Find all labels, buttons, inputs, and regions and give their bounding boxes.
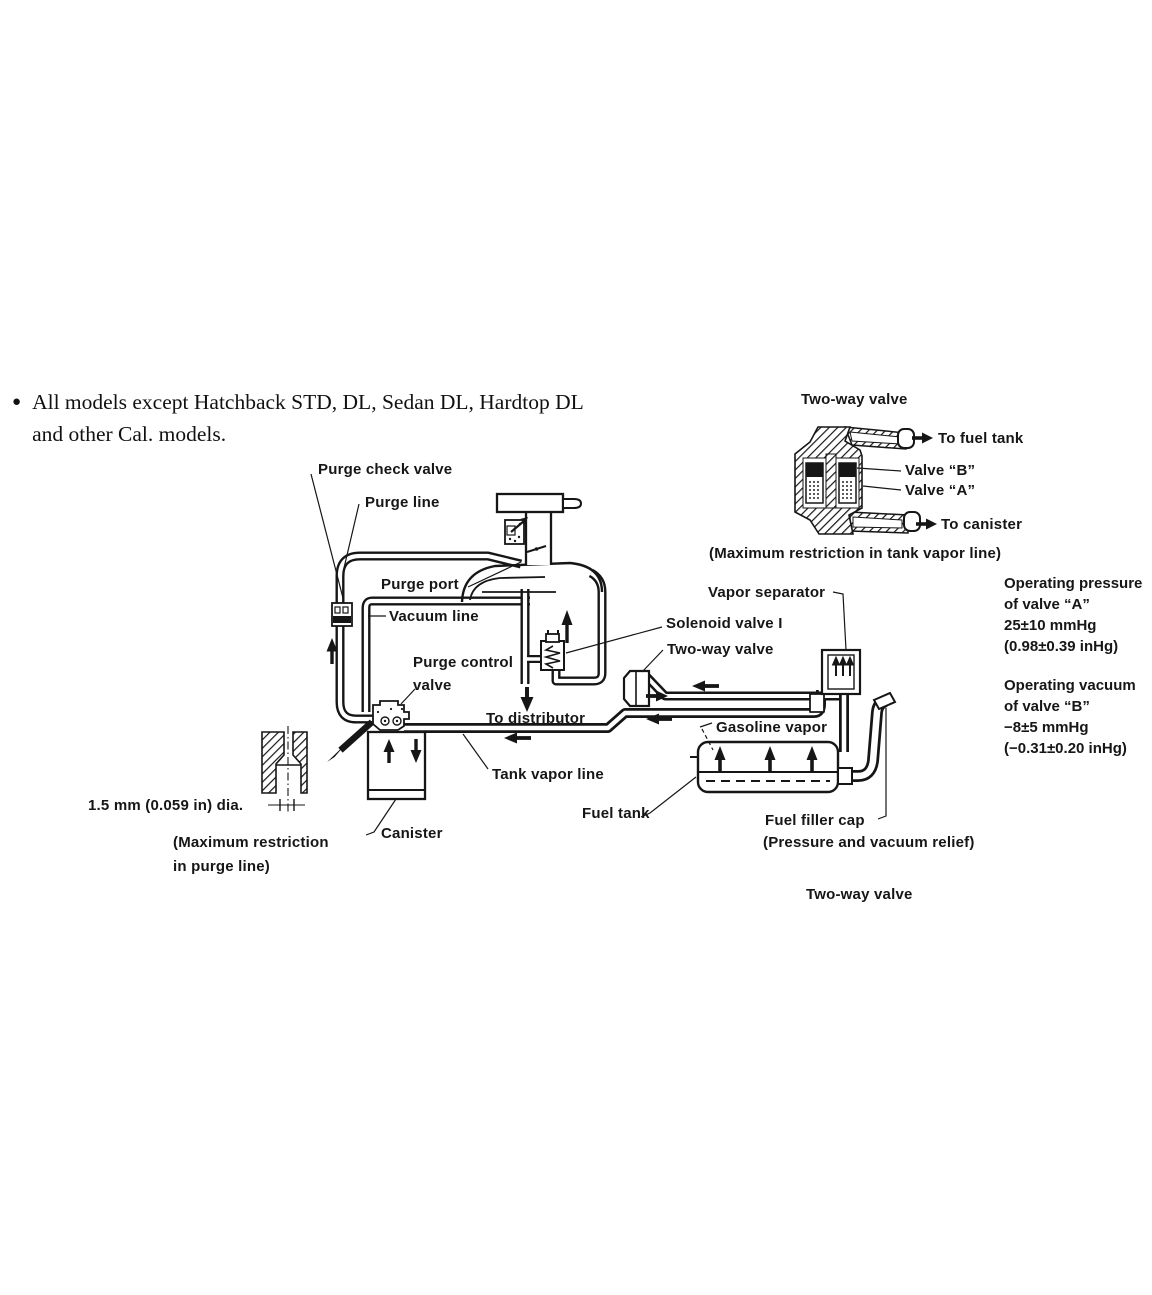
leader-solenoid-valve [566,627,662,653]
label-purge-line: Purge line [365,494,440,511]
model-note-text: All models except Hatchback STD, DL, Sedan DL, Hardtop DL and other Cal. models. [32,390,584,446]
spec-operating-pressure: Operating pressure of valve “A” 25±10 mmHg (0.98±0.39 inHg) [1004,575,1143,655]
purge-check-valve-icon [332,603,352,626]
label-max-restriction-purge-1: (Maximum restriction [173,834,329,851]
leader-tank-vapor-line [463,734,488,769]
label-restriction-dia: 1.5 mm (0.059 in) dia. [88,797,244,814]
label-valve-b: Valve “B” [905,462,976,479]
two-way-valve-inline-icon [624,671,649,706]
spec-operating-vacuum: Operating vacuum of valve “B” −8±5 mmHg (−0.31±0.20 inHg) [1004,677,1136,757]
label-purge-check-valve: Purge check valve [318,461,453,478]
carburetor [462,494,602,602]
label-to-distributor: To distributor [486,710,586,727]
label-canister: Canister [381,825,443,842]
carb-check-valve-icon [505,517,528,544]
label-valve-a: Valve “A” [905,482,976,499]
label-pressure-vacuum-relief: (Pressure and vacuum relief) [763,834,975,851]
label-fuel-filler-cap: Fuel filler cap [765,812,865,829]
leader-valve-b [857,468,901,471]
purge-control-valve-icon [373,701,409,730]
label-vapor-separator: Vapor separator [708,584,826,601]
two-way-valve-cross-section [795,427,937,534]
label-max-restriction-tank: (Maximum restriction in tank vapor line) [709,545,1002,562]
label-purge-control-2: valve [413,677,452,694]
model-note [12,386,652,450]
label-vacuum-line: Vacuum line [389,608,479,625]
label-solenoid-valve: Solenoid valve I [666,615,783,632]
label-two-way-valve-title: Two-way valve [801,391,908,408]
label-two-way-valve-bottom: Two-way valve [806,886,913,903]
filler-pipe [851,701,886,776]
air-horn-icon [497,494,563,512]
solenoid-valve-icon [541,630,564,670]
label-fuel-tank: Fuel tank [582,805,650,822]
filler-neck-flange-icon [874,693,895,709]
leader-two-way-valve-mid [642,650,663,672]
leader-valve-a [863,486,901,490]
canister-icon [368,732,425,799]
leader-gasoline-vapor [700,723,712,727]
label-gasoline-vapor: Gasoline vapor [716,719,828,736]
detail-pointer-arrow [327,722,372,762]
vapor-separator-icon [822,650,860,694]
filler-connector-icon [838,768,852,784]
bullet-icon: ● [12,394,22,410]
label-tank-vapor-line: Tank vapor line [492,766,604,783]
purge-restriction-detail [262,726,307,812]
label-two-way-valve-mid: Two-way valve [667,641,774,658]
label-purge-port: Purge port [381,576,459,593]
label-to-fuel-tank: To fuel tank [938,430,1024,447]
label-to-canister: To canister [941,516,1023,533]
leader-purge-check-valve [311,474,344,602]
label-purge-control-1: Purge control [413,654,514,671]
leader-vapor-separator [833,592,846,650]
label-max-restriction-purge-2: in purge line) [173,858,270,875]
